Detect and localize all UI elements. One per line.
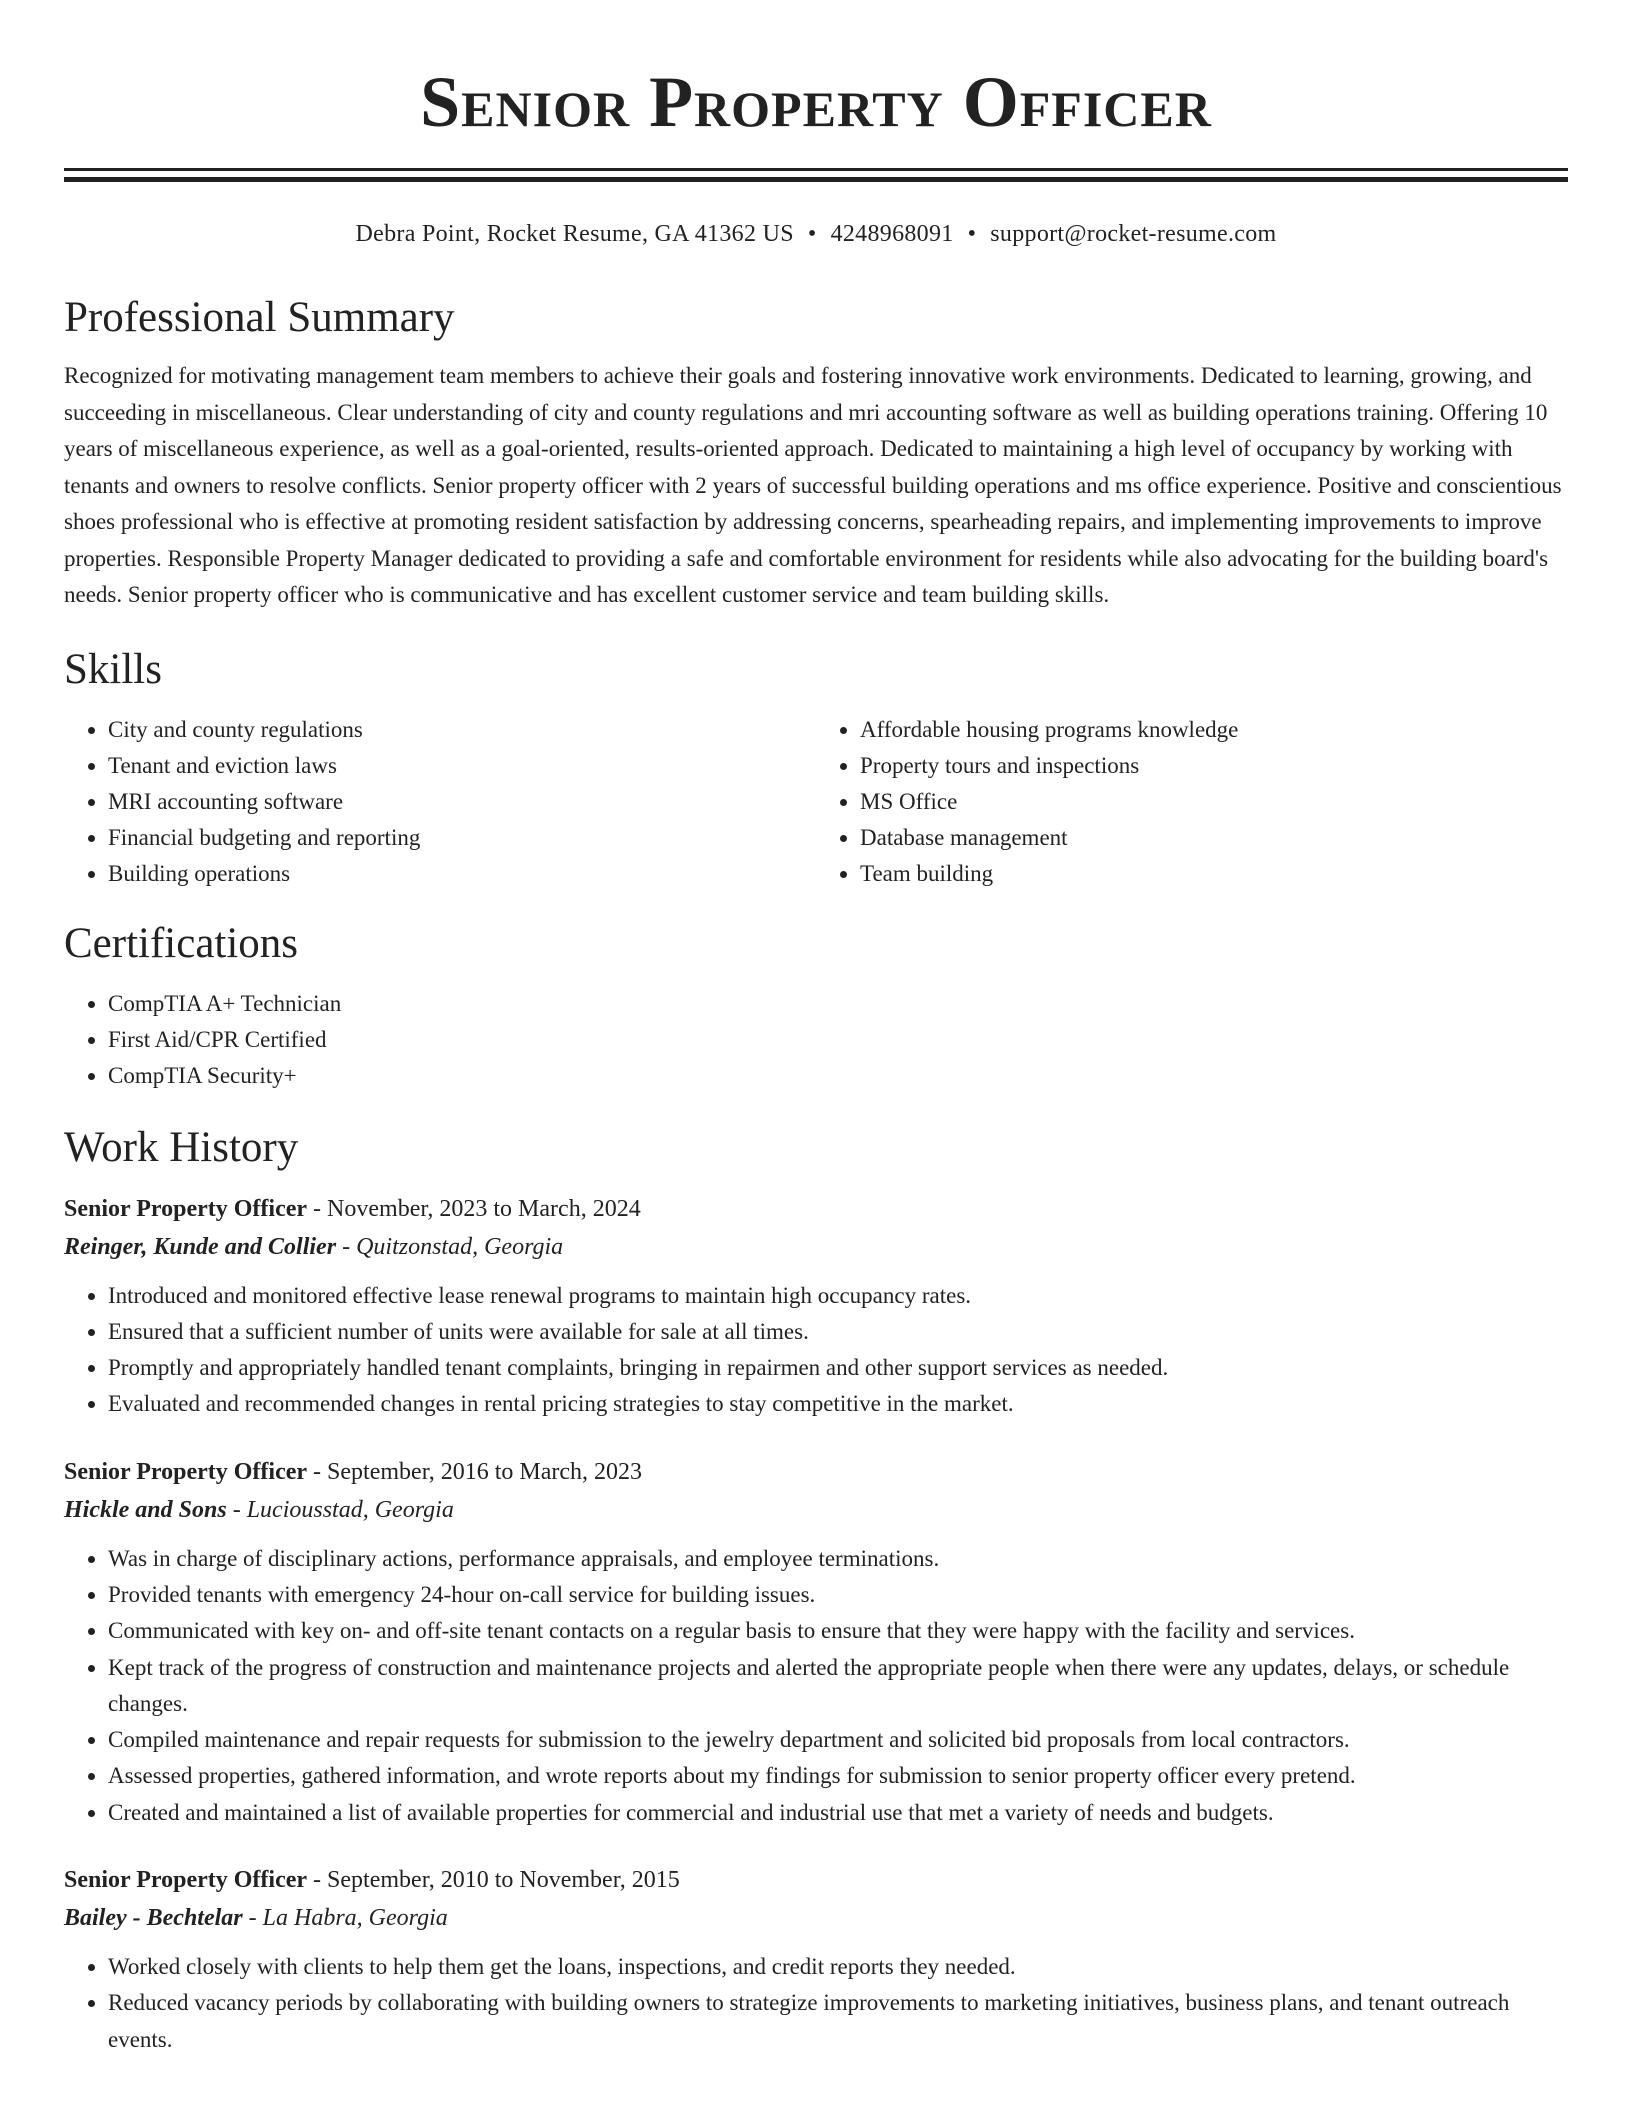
skill-item: • City and county regulations: [108, 712, 816, 748]
job-title-line: Senior Property Officer - September, 2016 to March, 2023: [64, 1458, 643, 1485]
certification-item: • CompTIA Security+: [108, 1058, 1568, 1094]
job-entry: [64, 1453, 1568, 1831]
job-title: Senior Property Officer: [64, 1458, 308, 1485]
job-entry: [64, 1190, 1568, 1423]
summary-text: Recognized for motivating management team members to achieve their goals and fostering innovative work environments. Dedicated to learning, growing, and succeeding in miscellaneous. Clear understanding of city and county regulations and mri accounting software as well as building operations training. Offering 10 years of miscellaneous experience, as well as a goal-oriented, results-oriented approach. Dedicated to maintaining a high level of occupancy by working with tenants and owners to resolve conflicts. Senior property officer with 2 years of successful building operations and ms office experience. Positive and conscientious shoes professional who is effective at promoting resident satisfaction by addressing concerns, spearheading repairs, and implementing improvements to improve properties. Responsible Property Manager dedicated to providing a safe and comfortable environment for residents while also advocating for the building board's needs. Senior property officer who is communicative and has excellent customer service and team building skills.: [64, 363, 1562, 607]
contact-line: [64, 218, 1568, 250]
contact-phone: 4248968091: [830, 221, 954, 247]
contact-separator: •: [807, 221, 817, 247]
duty-item: • Introduced and monitored effective lease renewal programs to maintain high occupancy rates.: [108, 1278, 1568, 1314]
skill-item: • Database management: [860, 820, 1568, 856]
job-duties: [64, 1541, 1568, 1831]
skill-item: • Affordable housing programs knowledge: [860, 712, 1568, 748]
title-divider-thick: [64, 177, 1568, 182]
duty-item: • Provided tenants with emergency 24-hour on-call service for building issues.: [108, 1577, 1568, 1613]
certifications-heading: Certifications: [64, 919, 299, 967]
contact-address: Debra Point, Rocket Resume, GA 41362 US: [355, 221, 794, 247]
job-dates: September, 2010 to November, 2015: [327, 1867, 680, 1894]
summary-heading: Professional Summary: [64, 294, 455, 341]
job-company: Reinger, Kunde and Collier: [64, 1233, 337, 1260]
duty-item: • Created and maintained a list of available properties for commercial and industrial use that met a variety of needs and budgets.: [108, 1795, 1568, 1831]
skill-item: • MS Office: [860, 784, 1568, 820]
skill-item: • Team building: [860, 856, 1568, 892]
contact-separator: •: [967, 221, 977, 247]
contact-email: support@rocket-resume.com: [990, 221, 1277, 247]
duty-item: • Communicated with key on- and off-site tenant contacts on a regular basis to ensure that they were happy with the facility and services.: [108, 1613, 1568, 1649]
job-location: Quitzonstad, Georgia: [356, 1233, 564, 1260]
skills-list-right: [816, 712, 1568, 892]
job-title: Senior Property Officer: [64, 1867, 308, 1894]
duty-item: • Was in charge of disciplinary actions, performance appraisals, and employee terminations.: [108, 1541, 1568, 1577]
job-company: Hickle and Sons: [64, 1496, 227, 1523]
duty-item: • Ensured that a sufficient number of units were available for sale at all times.: [108, 1314, 1568, 1350]
skill-item: • Financial budgeting and reporting: [108, 820, 816, 856]
job-title-line: Senior Property Officer - September, 2010 to November, 2015: [64, 1867, 680, 1894]
summary-section: [64, 292, 1568, 614]
duty-item: • Kept track of the progress of construction and maintenance projects and alerted the appropriate people when there were any updates, delays, or schedule changes.: [108, 1650, 1568, 1723]
resume-page: [64, 0, 1568, 2058]
certification-item: • CompTIA A+ Technician: [108, 986, 1568, 1022]
skill-item: • Building operations: [108, 856, 816, 892]
duty-item: • Assessed properties, gathered information, and wrote reports about my findings for submission to senior property officer every pretend.: [108, 1758, 1568, 1794]
duty-item: • Reduced vacancy periods by collaborating with building owners to strategize improvements to marketing initiatives, business plans, and tenant outreach events.: [108, 1985, 1568, 2058]
job-duties: [64, 1949, 1568, 2058]
duty-item: • Evaluated and recommended changes in rental pricing strategies to stay competitive in the market.: [108, 1386, 1568, 1422]
job-location: La Habra, Georgia: [262, 1905, 448, 1932]
job-dates: November, 2023 to March, 2024: [327, 1195, 641, 1222]
job-dates: September, 2016 to March, 2023: [327, 1458, 643, 1485]
certifications-list: [64, 986, 1568, 1094]
job-company: Bailey - Bechtelar: [64, 1905, 243, 1932]
job-company-line: Hickle and Sons - Luciousstad, Georgia: [64, 1496, 454, 1523]
work-history-section: [64, 1122, 1568, 2058]
skills-grid: [64, 712, 1568, 892]
job-title: Senior Property Officer: [64, 1195, 308, 1222]
title-divider-thin: [64, 168, 1568, 171]
job-duties: [64, 1278, 1568, 1423]
job-title-line: Senior Property Officer - November, 2023 to March, 2024: [64, 1195, 641, 1222]
work-history-heading: Work History: [64, 1123, 299, 1171]
certification-item: • First Aid/CPR Certified: [108, 1022, 1568, 1058]
duty-item: • Worked closely with clients to help them get the loans, inspections, and credit reports they needed.: [108, 1949, 1568, 1985]
resume-title: Senior Property Officer: [420, 62, 1212, 142]
job-entry: [64, 1861, 1568, 2058]
duty-item: • Promptly and appropriately handled tenant complaints, bringing in repairmen and other support services as needed.: [108, 1350, 1568, 1386]
skills-section: [64, 644, 1568, 892]
certifications-section: [64, 918, 1568, 1094]
skill-item: • MRI accounting software: [108, 784, 816, 820]
skill-item: • Tenant and eviction laws: [108, 748, 816, 784]
duty-item: • Compiled maintenance and repair requests for submission to the jewelry department and solicited bid proposals from local contractors.: [108, 1722, 1568, 1758]
skills-list-left: [64, 712, 816, 892]
job-company-line: Reinger, Kunde and Collier - Quitzonstad, Georgia: [64, 1233, 564, 1260]
job-location: Luciousstad, Georgia: [246, 1496, 454, 1523]
job-company-line: Bailey - Bechtelar - La Habra, Georgia: [64, 1905, 448, 1932]
skill-item: • Property tours and inspections: [860, 748, 1568, 784]
skills-heading: Skills: [64, 645, 162, 693]
